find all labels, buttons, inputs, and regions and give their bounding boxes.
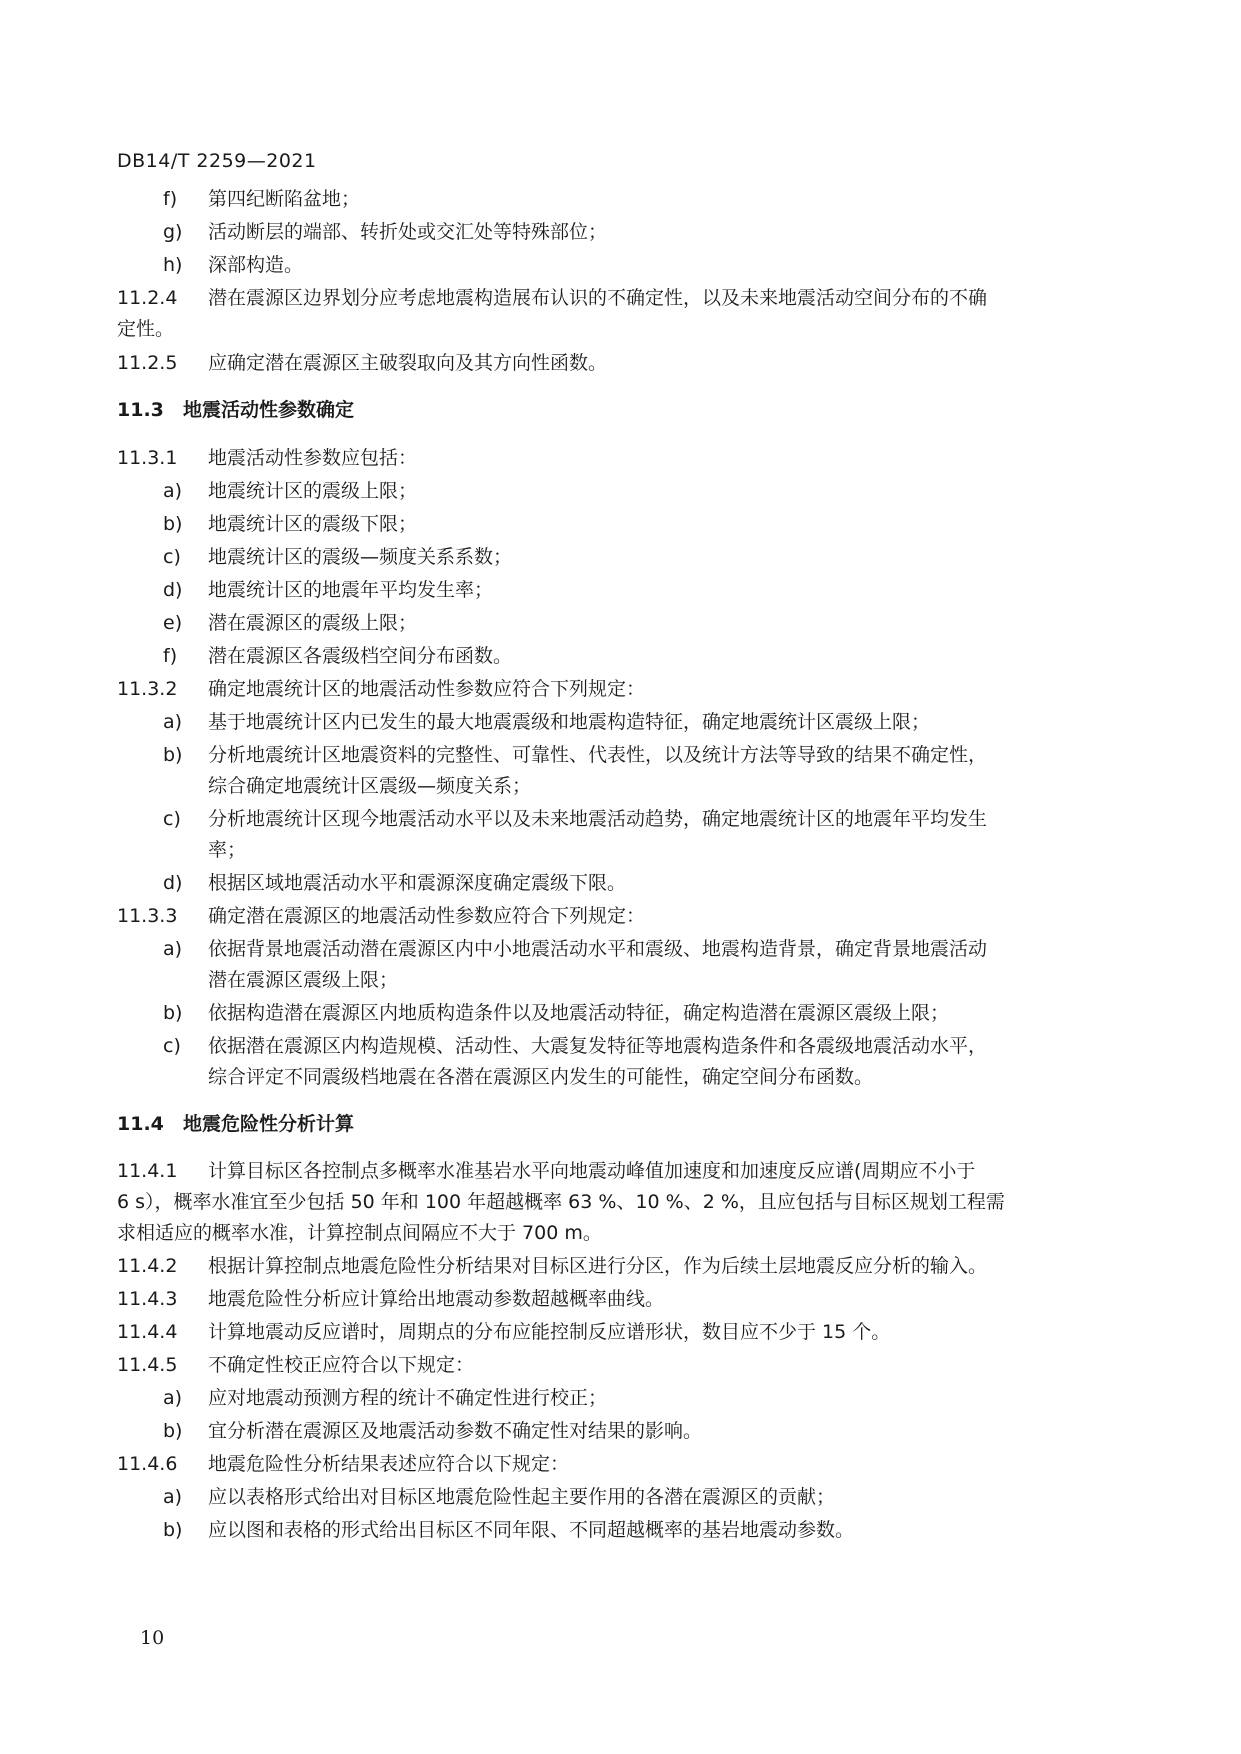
list-item-label: c) [163,1035,181,1057]
clause-number: 11.4.1 [117,1160,178,1182]
document-id: DB14/T 2259—2021 [117,150,317,172]
list-item-text: 依据潜在震源区内构造规模、活动性、大震复发特征等地震构造条件和各震级地震活动水平， [208,1035,988,1057]
list-item-text: 深部构造。 [208,254,304,276]
list-item-text: 潜在震源区各震级档空间分布函数。 [208,645,513,667]
clause-number: 11.2.5 [117,352,178,374]
list-item-text: 应对地震动预测方程的统计不确定性进行校正； [208,1387,608,1409]
clause-number: 11.3.2 [117,678,178,700]
clause-text: 计算地震动反应谱时，周期点的分布应能控制反应谱形状，数目应不少于 15 个。 [208,1321,891,1343]
list-item-label: b) [163,513,183,535]
clause-text: 计算目标区各控制点多概率水准基岩水平向地震动峰值加速度和加速度反应谱(周期应不小于 [208,1160,976,1182]
clause-text: 确定地震统计区的地震活动性参数应符合下列规定： [208,678,646,700]
list-item-label: a) [163,1486,183,1508]
clause-text: 确定潜在震源区的地震活动性参数应符合下列规定： [208,905,646,927]
clause-number: 11.2.4 [117,287,178,309]
list-item-text: 地震统计区的地震年平均发生率； [208,579,494,601]
continuation-text: 潜在震源区震级上限； [208,969,399,991]
list-item-text: 应以图和表格的形式给出目标区不同年限、不同超越概率的基岩地震动参数。 [208,1519,855,1541]
clause-text: 潜在震源区边界划分应考虑地震构造展布认识的不确定性，以及未来地震活动空间分布的不确 [208,287,988,309]
continuation-text: 综合评定不同震级档地震在各潜在震源区内发生的可能性，确定空间分布函数。 [208,1066,874,1088]
list-item-label: b) [163,1519,183,1541]
clause-text: 地震危险性分析应计算给出地震动参数超越概率曲线。 [208,1288,665,1310]
list-item-label: c) [163,808,181,830]
list-item-label: g) [163,221,183,243]
clause-text: 根据计算控制点地震危险性分析结果对目标区进行分区，作为后续土层地震反应分析的输入。 [208,1255,988,1277]
list-item-label: b) [163,1002,183,1024]
continuation-text: 综合确定地震统计区震级—频度关系； [208,775,532,797]
list-item-label: a) [163,711,183,733]
list-item-label: a) [163,938,183,960]
section-number: 11.3 [117,399,164,421]
list-item-label: f) [163,188,178,210]
list-item-text: 潜在震源区的震级上限； [208,612,418,634]
list-item-label: h) [163,254,183,276]
clause-number: 11.4.4 [117,1321,178,1343]
continuation-text: 求相适应的概率水准，计算控制点间隔应不大于 700 m。 [117,1222,602,1244]
clause-text: 应确定潜在震源区主破裂取向及其方向性函数。 [208,352,608,374]
clause-text: 地震危险性分析结果表述应符合以下规定： [208,1453,570,1475]
list-item-text: 第四纪断陷盆地； [208,188,361,210]
clause-number: 11.4.2 [117,1255,178,1277]
list-item-text: 分析地震统计区现今地震活动水平以及未来地震活动趋势，确定地震统计区的地震年平均发生 [208,808,988,830]
list-item-label: b) [163,1420,183,1442]
list-item-text: 活动断层的端部、转折处或交汇处等特殊部位； [208,221,608,243]
list-item-text: 宜分析潜在震源区及地震活动参数不确定性对结果的影响。 [208,1420,703,1442]
list-item-label: a) [163,1387,183,1409]
clause-number: 11.4.3 [117,1288,178,1310]
clause-number: 11.4.6 [117,1453,178,1475]
section-number: 11.4 [117,1113,164,1135]
list-item-label: a) [163,480,183,502]
list-item-text: 地震统计区的震级下限； [208,513,418,535]
continuation-text: 定性。 [117,318,175,340]
list-item-label: f) [163,645,178,667]
clause-text: 地震活动性参数应包括： [208,447,418,469]
list-item-label: b) [163,744,183,766]
list-item-text: 根据区域地震活动水平和震源深度确定震级下限。 [208,872,627,894]
list-item-label: d) [163,872,183,894]
section-title: 地震活动性参数确定 [183,399,355,421]
list-item-label: e) [163,612,183,634]
list-item-text: 基于地震统计区内已发生的最大地震震级和地震构造特征，确定地震统计区震级上限； [208,711,931,733]
clause-number: 11.3.1 [117,447,178,469]
page-number: 10 [140,1627,165,1649]
section-title: 地震危险性分析计算 [183,1113,355,1135]
continuation-text: 率； [208,839,247,861]
clause-text: 不确定性校正应符合以下规定： [208,1354,475,1376]
list-item-text: 依据构造潜在震源区内地质构造条件以及地震活动特征，确定构造潜在震源区震级上限； [208,1002,950,1024]
list-item-text: 应以表格形式给出对目标区地震危险性起主要作用的各潜在震源区的贡献； [208,1486,836,1508]
list-item-label: d) [163,579,183,601]
list-item-text: 地震统计区的震级上限； [208,480,418,502]
continuation-text: 6 s），概率水准宜至少包括 50 年和 100 年超越概率 63 %、10 %、2 %，且应包括与目标区规划工程需 [117,1191,1005,1213]
list-item-label: c) [163,546,181,568]
list-item-text: 地震统计区的震级—频度关系系数； [208,546,513,568]
clause-number: 11.4.5 [117,1354,178,1376]
list-item-text: 分析地震统计区地震资料的完整性、可靠性、代表性，以及统计方法等导致的结果不确定性， [208,744,988,766]
clause-number: 11.3.3 [117,905,178,927]
list-item-text: 依据背景地震活动潜在震源区内中小地震活动水平和震级、地震构造背景，确定背景地震活动 [208,938,988,960]
